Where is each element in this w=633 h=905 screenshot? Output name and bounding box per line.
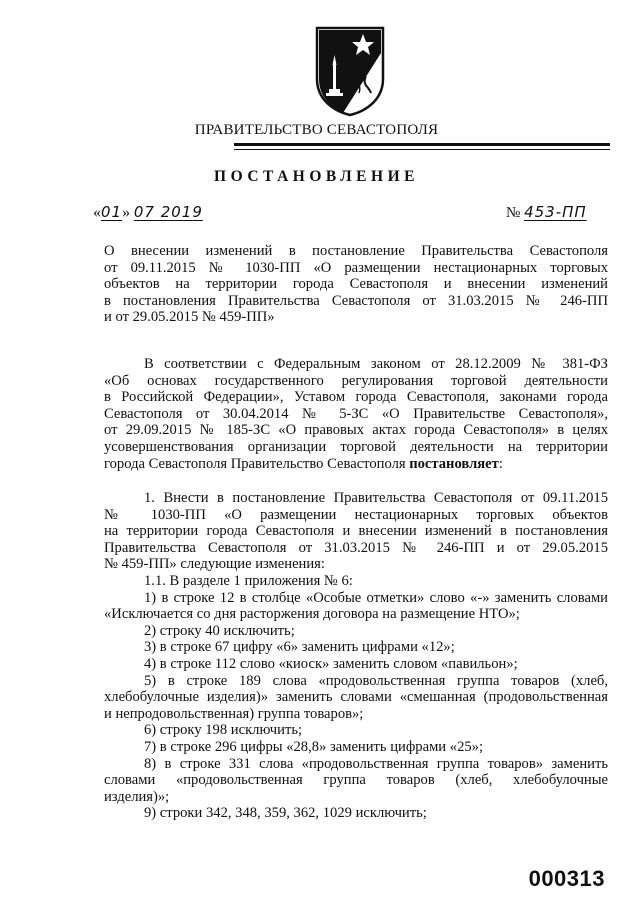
body-line: № 1030-ПП «О размещении нестационарных торговых объектов xyxy=(104,506,608,523)
body-line: 6) строку 198 исключить; xyxy=(144,722,303,739)
document-date xyxy=(93,203,203,222)
body-line: 7) в строке 296 цифры «28,8» заменить цифрами «25»; xyxy=(144,738,484,755)
body-line: хлебобулочные изделия)» заменить словами «смешанная (продовольственная xyxy=(104,689,608,706)
preamble-line: усовершенствования организации торговой деятельности на территории xyxy=(104,438,608,455)
document-type: ПОСТАНОВЛЕНИЕ xyxy=(214,168,419,185)
body-line: 9) строки 342, 348, 359, 362, 1029 исключить; xyxy=(144,805,427,822)
government-title: ПРАВИТЕЛЬСТВО СЕВАСТОПОЛЯ xyxy=(194,122,439,138)
body-line: 1. Внести в постановление Правительства Севастополя от 09.11.2015 xyxy=(144,490,608,506)
title-line: от 09.11.2015 № 1030-ПП «О размещении нестационарных торговых xyxy=(104,259,608,276)
document-number xyxy=(506,203,587,222)
date-month-year: 07 2019 xyxy=(133,203,203,221)
body-line: 8) в строке 331 слова «продовольственная группа товаров» заменить xyxy=(144,755,608,772)
number-value: 453-ПП xyxy=(524,203,587,221)
body-line: 3) в строке 67 цифру «6» заменить цифрами «12»; xyxy=(144,639,455,656)
title-line: объектов на территории города Севастополя и внесении изменений xyxy=(104,276,608,293)
title-line: в постановления Правительства Севастополя от 31.03.2015 № 246-ПП xyxy=(104,292,608,309)
preamble-final-line xyxy=(104,456,608,473)
number-prefix: № xyxy=(506,205,521,221)
body-line: 2) строку 40 исключить; xyxy=(144,622,295,639)
preamble-line: «Об основах государственного регулирования торговой деятельности xyxy=(104,372,608,389)
body-line: «Исключается со дня расторжения договора на размещение НТО»; xyxy=(104,606,520,623)
preamble-paragraph xyxy=(104,356,608,472)
preamble-line: Севастополя от 30.04.2014 № 5-ЗС «О Правительстве Севастополя», xyxy=(104,405,608,422)
body-line: на территории города Севастополя и внесении изменений в постановления xyxy=(104,523,608,540)
body-line: 4) в строке 112 слово «киоск» заменить словом «павильон»; xyxy=(144,655,518,672)
body-line: № 459-ПП» следующие изменения: xyxy=(104,556,325,573)
body-line: изделия)»; xyxy=(104,788,170,805)
body-line: 1.1. В разделе 1 приложения № 6: xyxy=(144,572,353,589)
body-line: 1) в строке 12 в столбце «Особые отметки» слово «-» заменить словами xyxy=(144,589,608,606)
preamble-line: от 29.09.2015 № 185-ЗС «О правовых актах города Севастополя» в целях xyxy=(104,422,608,439)
title-line: и от 29.05.2015 № 459-ПП» xyxy=(104,309,275,326)
date-close-quote: » xyxy=(122,204,131,221)
body-line: Правительства Севастополя от 31.03.2015 № 246-ПП и от 29.05.2015 xyxy=(104,539,608,556)
preamble-line: в Российской Федерации», Уставом города Севастополя, законами города xyxy=(104,389,608,406)
header-rule-thick xyxy=(234,143,610,146)
body-line: словами «продовольственная группа товаров (хлеб, хлебобулочные xyxy=(104,772,608,789)
preamble-colon: : xyxy=(498,455,503,472)
resolution-body xyxy=(104,490,608,822)
body-line: 5) в строке 189 слова «продовольственная группа товаров (хлеб, xyxy=(144,672,608,689)
header-rule-thin xyxy=(234,149,610,150)
body-line: и непродовольственная) группа товаров»; xyxy=(104,705,364,722)
resolve-word: постановляет xyxy=(409,455,499,472)
preamble-final-text: города Севастополя Правительство Севастополя xyxy=(104,455,410,472)
sevastopol-coat-of-arms-icon xyxy=(313,25,387,117)
title-line: О внесении изменений в постановление Правительства Севастополя xyxy=(104,243,608,259)
form-serial-number: 000313 xyxy=(528,866,605,891)
resolution-title xyxy=(104,243,608,326)
date-day: 01 xyxy=(101,203,123,221)
preamble-line: В соответствии с Федеральным законом от 28.12.2009 № 381-ФЗ xyxy=(144,356,608,372)
date-open-quote: « xyxy=(93,204,101,221)
